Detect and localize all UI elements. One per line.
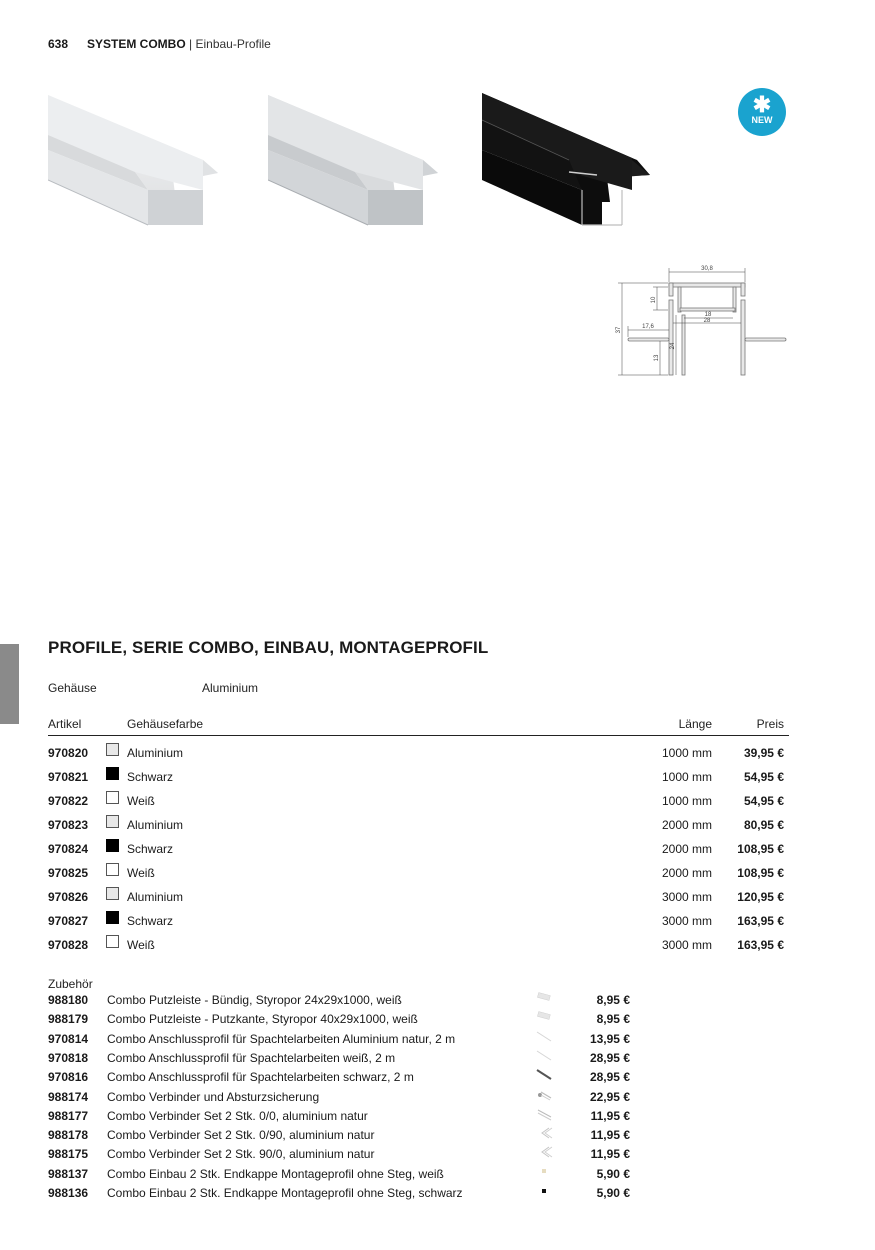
length: 2000 mm: [661, 818, 712, 832]
price: 120,95 €: [737, 890, 784, 904]
housing-color: Weiß: [127, 866, 155, 880]
accessory-row: [0, 1070, 875, 1088]
accessory-price: 28,95 €: [589, 1050, 630, 1065]
article-number: 970824: [48, 842, 89, 856]
accessory-thumbnail-connector-angle: [533, 1126, 555, 1140]
accessory-thumbnail-thin-profile-light: [533, 1030, 555, 1044]
table-row: [0, 914, 875, 934]
accessory-price: 5,90 €: [596, 1186, 630, 1200]
length: 3000 mm: [661, 890, 712, 904]
accessory-article-number: 988179: [48, 1012, 89, 1027]
table-row: [0, 794, 875, 814]
accessory-thumbnail-foam-strip: [533, 991, 555, 1005]
accessory-description: Combo Putzleiste - Putzkante, Styropor 40x29x1000, weiß: [107, 1012, 418, 1027]
length: 3000 mm: [661, 938, 712, 952]
accessory-thumbnail-thin-profile-dark: [533, 1068, 555, 1082]
article-number: 970826: [48, 890, 89, 904]
table-row: [0, 770, 875, 790]
color-swatch: [106, 887, 119, 900]
accessory-row: [0, 1167, 875, 1185]
accessory-row: [0, 1090, 875, 1108]
accessory-article-number: 988136: [48, 1186, 89, 1200]
length: 3000 mm: [661, 914, 712, 928]
accessory-row: [0, 1147, 875, 1165]
color-swatch: [106, 791, 119, 804]
accessory-description: Combo Anschlussprofil für Spachtelarbeiten Aluminium natur, 2 m: [107, 1031, 456, 1046]
accessory-row: [0, 1186, 875, 1204]
accessory-description: Combo Anschlussprofil für Spachtelarbeiten weiß, 2 m: [107, 1050, 396, 1065]
housing-color: Weiß: [127, 938, 155, 952]
accessory-row: [0, 1051, 875, 1069]
table-row: [0, 890, 875, 910]
col-header-length: Länge: [678, 717, 712, 731]
color-swatch: [106, 767, 119, 780]
dim-inner-28: 28: [703, 318, 711, 324]
housing-color: Schwarz: [127, 914, 174, 928]
color-swatch: [106, 863, 119, 876]
accessory-article-number: 988180: [48, 993, 89, 1007]
price: 108,95 €: [737, 842, 784, 856]
accessory-description: Combo Anschlussprofil für Spachtelarbeiten schwarz, 2 m: [107, 1070, 414, 1085]
price: 54,95 €: [743, 794, 784, 808]
col-header-article: Artikel: [48, 717, 82, 731]
price: 80,95 €: [743, 818, 784, 832]
price: 54,95 €: [743, 770, 784, 784]
new-badge: [738, 88, 786, 136]
dim-flange: 17,6: [642, 324, 654, 330]
color-swatch: [106, 743, 119, 756]
color-swatch: [106, 935, 119, 948]
accessory-thumbnail-connector-straight: [533, 1107, 555, 1121]
accessory-description: Combo Verbinder Set 2 Stk. 0/90, aluminium natur: [107, 1128, 375, 1143]
accessory-price: 5,90 €: [596, 1166, 630, 1181]
table-header-rule: [48, 735, 789, 736]
accessory-article-number: 970816: [48, 1070, 89, 1085]
chapter-tab: [0, 644, 19, 724]
running-header: [87, 37, 271, 51]
accessory-thumbnail-endcap-white: [533, 1165, 555, 1179]
accessory-row: [0, 1109, 875, 1127]
asterisk-icon: ✱: [752, 92, 772, 117]
accessory-price: 11,95 €: [590, 1108, 630, 1123]
col-header-color: Gehäusefarbe: [127, 717, 204, 731]
housing-color: Aluminium: [127, 746, 184, 760]
accessory-description: Combo Verbinder und Absturzsicherung: [107, 1089, 320, 1104]
accessories-label: Zubehör: [48, 977, 93, 991]
price: 163,95 €: [737, 914, 784, 928]
new-badge-label: NEW: [751, 115, 773, 125]
housing-color: Weiß: [127, 794, 155, 808]
article-number: 970828: [48, 938, 89, 952]
table-row: [0, 746, 875, 766]
product-image-aluminium: [268, 90, 440, 230]
length: 1000 mm: [661, 794, 712, 808]
accessory-price: 28,95 €: [589, 1070, 630, 1085]
dim-top-height: 10: [651, 296, 657, 304]
table-row: [0, 842, 875, 862]
accessory-row: [0, 1128, 875, 1146]
accessory-price: 8,95 €: [596, 993, 630, 1007]
accessory-thumbnail-endcap-black: [533, 1184, 555, 1198]
accessory-thumbnail-foam-strip: [533, 1010, 555, 1024]
accessory-article-number: 970814: [48, 1031, 89, 1046]
housing-color: Schwarz: [127, 770, 174, 784]
accessory-price: 11,95 €: [590, 1147, 630, 1162]
col-header-price: Preis: [756, 717, 784, 731]
accessory-thumbnail-thin-profile-light: [533, 1049, 555, 1063]
length: 2000 mm: [661, 866, 712, 880]
accessory-price: 11,95 €: [590, 1128, 630, 1143]
price: 108,95 €: [737, 866, 784, 880]
accessory-article-number: 970818: [48, 1050, 89, 1065]
housing-label: Gehäuse: [48, 681, 97, 695]
accessory-description: Combo Verbinder Set 2 Stk. 0/0, aluminium natur: [107, 1108, 368, 1123]
accessory-article-number: 988175: [48, 1147, 89, 1162]
dim-lower: 13: [654, 354, 660, 362]
length: 1000 mm: [661, 770, 712, 784]
price: 163,95 €: [737, 938, 784, 952]
article-number: 970822: [48, 794, 89, 808]
section-name: Einbau-Profile: [195, 37, 271, 51]
dim-inner-18: 18: [704, 312, 712, 318]
table-row: [0, 938, 875, 958]
profile-cross-section-drawing: [612, 260, 792, 380]
housing-color: Schwarz: [127, 842, 174, 856]
article-number: 970823: [48, 818, 89, 832]
dim-width: 30,8: [701, 266, 713, 272]
accessory-price: 8,95 €: [596, 1012, 630, 1027]
accessory-price: 13,95 €: [589, 1031, 630, 1046]
color-swatch: [106, 815, 119, 828]
article-number: 970821: [48, 770, 89, 784]
housing-color: Aluminium: [127, 818, 184, 832]
article-number: 970827: [48, 914, 89, 928]
product-image-black: [482, 90, 652, 230]
section-title: PROFILE, SERIE COMBO, EINBAU, MONTAGEPROFIL: [48, 638, 489, 657]
accessory-article-number: 988174: [48, 1089, 89, 1104]
article-number: 970820: [48, 746, 89, 760]
accessory-description: Combo Putzleiste - Bündig, Styropor 24x29x1000, weiß: [107, 993, 402, 1007]
accessory-price: 22,95 €: [589, 1089, 630, 1104]
dim-total-height: 37: [616, 326, 622, 334]
accessory-article-number: 988178: [48, 1128, 89, 1143]
length: 2000 mm: [661, 842, 712, 856]
table-row: [0, 866, 875, 886]
page-number: 638: [48, 37, 69, 51]
product-image-white: [48, 90, 220, 230]
system-name: SYSTEM COMBO: [87, 37, 186, 51]
price: 39,95 €: [743, 746, 784, 760]
accessory-article-number: 988177: [48, 1108, 89, 1123]
housing-value: Aluminium: [202, 681, 259, 695]
accessory-article-number: 988137: [48, 1166, 89, 1181]
dim-channel-height: 24: [670, 342, 676, 350]
accessory-row: [0, 1012, 875, 1030]
article-number: 970825: [48, 866, 89, 880]
color-swatch: [106, 911, 119, 924]
housing-color: Aluminium: [127, 890, 184, 904]
accessory-description: Combo Einbau 2 Stk. Endkappe Montageprofil ohne Steg, weiß: [107, 1166, 444, 1181]
accessory-row: [0, 993, 875, 1011]
accessory-description: Combo Verbinder Set 2 Stk. 90/0, aluminium natur: [107, 1147, 375, 1162]
length: 1000 mm: [661, 746, 712, 760]
accessory-row: [0, 1032, 875, 1050]
accessory-description: Combo Einbau 2 Stk. Endkappe Montageprofil ohne Steg, schwarz: [107, 1186, 463, 1200]
accessory-thumbnail-connector-angle: [533, 1145, 555, 1159]
header-separator: |: [189, 37, 193, 51]
color-swatch: [106, 839, 119, 852]
table-row: [0, 818, 875, 838]
accessory-thumbnail-connector-safety: [533, 1088, 555, 1102]
